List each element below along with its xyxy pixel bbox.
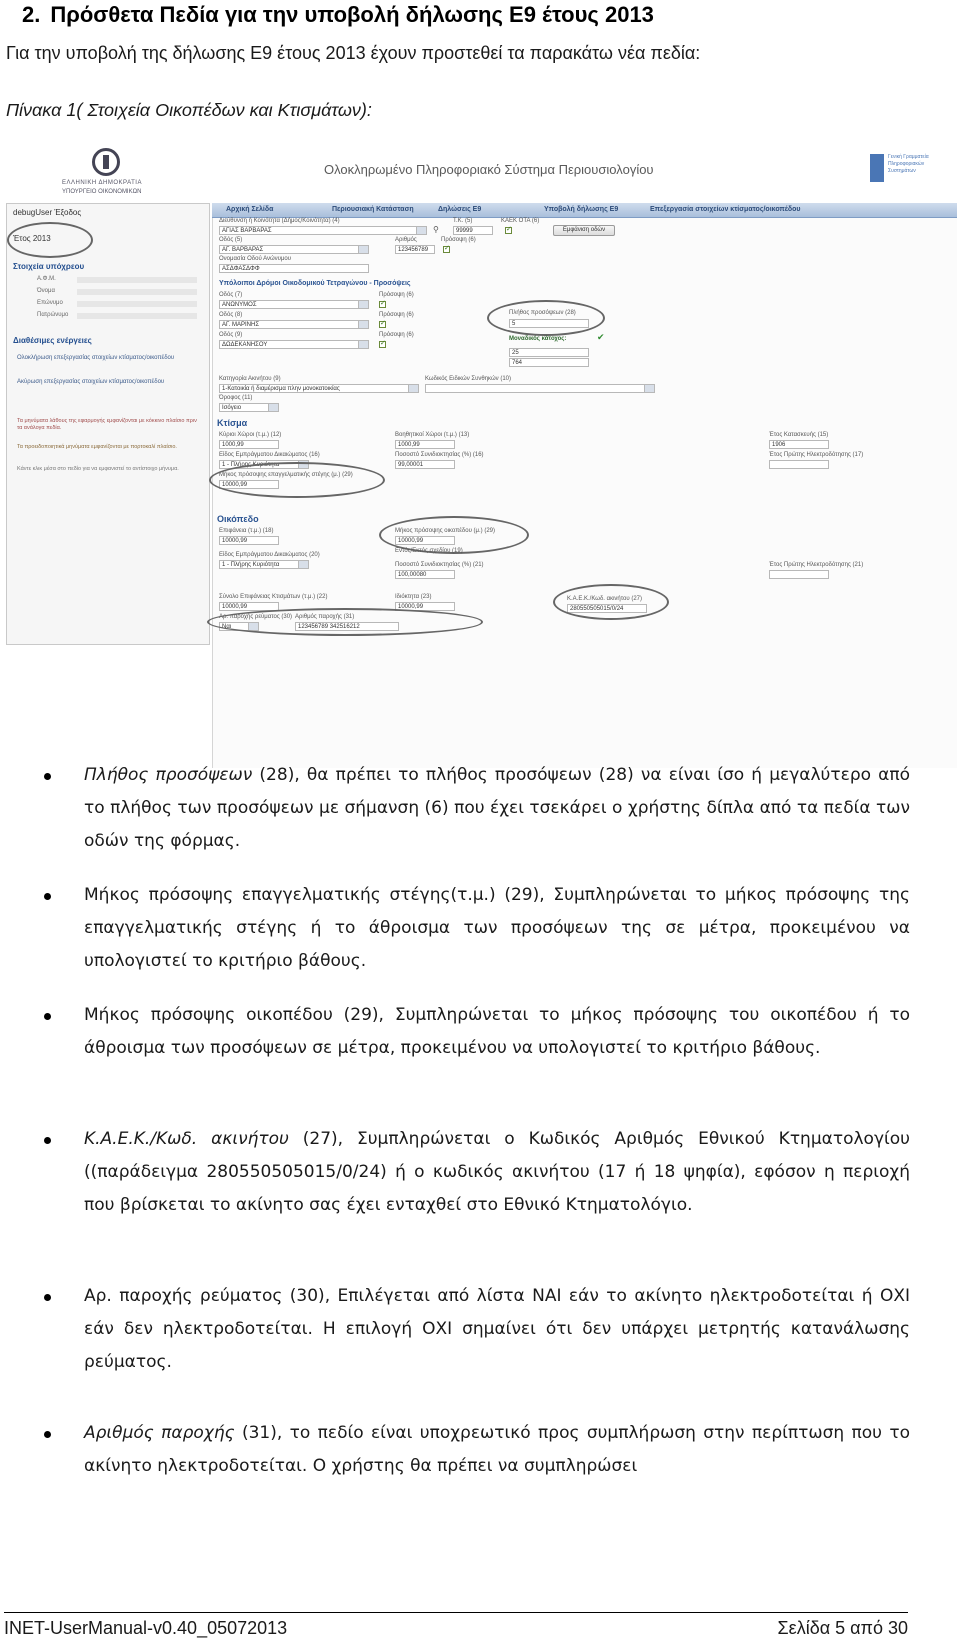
highlight-oval-frontage-count	[487, 300, 605, 336]
section-heading	[22, 2, 654, 28]
greek-seal-icon	[92, 148, 120, 176]
main-area-label: Κύριοι Χώροι (τ.μ.) (12)	[219, 432, 282, 438]
category-select[interactable]: 1-Κατοικία ή διαμέρισμα πλην μονοκατοικίας	[219, 384, 419, 393]
prof-front-input[interactable]: 10000,99	[219, 480, 279, 489]
municipality-label: Διεύθυνση ή Κοινότητα (Δήμος/Κοινότητα) (4)	[219, 218, 340, 224]
road-2-frontage-label: Πρόσοψη (6)	[379, 312, 414, 318]
list-item-text: (31), το πεδίο είναι υποχρεωτικό προς συμπλήρωση στην περίπτωση που το ακίνητο ηλεκτροδοτείται. Ο χρήστης θα πρέπει να συμπληρώσει	[84, 1423, 910, 1476]
list-item-text: Μήκος πρόσοψης οικοπέδου (29), Συμπληρώνεται το μήκος πρόσοψης του οικοπέδου ή το άθροισμα των προσόψεων σε μέτρα, προκειμένου να υπολογιστεί το κριτήριο βάθους.	[84, 1005, 910, 1058]
tab-submit-e9[interactable]: Υποβολή δήλωσης Ε9	[544, 206, 619, 213]
gsis-text: Γενική Γραμματεία Πληροφοριακών Συστημάτων	[888, 154, 929, 174]
gov-line-2: ΥΠΟΥΡΓΕΙΟ ΟΙΚΟΝΟΜΙΚΩΝ	[62, 189, 142, 195]
submitter-value-bar	[77, 301, 197, 307]
road-1-frontage-label: Πρόσοψη (6)	[379, 292, 414, 298]
plot-area-input[interactable]: 10000,99	[219, 536, 279, 545]
list-item-lead: Πλήθος προσόψεων	[84, 765, 253, 785]
supply-input[interactable]: 123456789 342516212	[295, 622, 399, 631]
road-3-select[interactable]: ΔΩΔΕΚΑΝΗΣΟΥ	[219, 340, 369, 349]
highlight-oval-prof-front	[209, 462, 385, 498]
submitter-name: Όνομα	[37, 288, 55, 294]
total-area-label: Σύνολο Επιφάνειας Κτισμάτων (τ.μ.) (22)	[219, 594, 328, 600]
owned-label: Ιδιόκτητα (23)	[395, 594, 432, 600]
list-item-text: Μήκος πρόσοψης επαγγελματικής στέγης(τ.μ.) (29), Συμπληρώνεται το μήκος πρόσοψης της επαγγελματικής στέγης ή το άθροισμα των προσόψεων της σε μέτρα, προκειμένου να υπολογιστεί το κριτήριο βάθους.	[84, 885, 910, 971]
municipality-select[interactable]: ΑΓΙΑΣ ΒΑΡΒΑΡΑΣ	[219, 226, 427, 235]
street-select[interactable]: ΑΓ. ΒΑΡΒΑΡΑΣ	[219, 245, 369, 254]
road-1-select[interactable]: ΑΝΩΝΥΜΟΣ	[219, 300, 369, 309]
section-title: Πρόσθετα Πεδία για την υποβολή δήλωσης Ε9 έτους 2013	[50, 2, 654, 27]
plot-elec-year-label: Έτος Πρώτης Ηλεκτροδότησης (21)	[769, 562, 864, 568]
list-item-text: Αρ. παροχής ρεύματος (30), Επιλέγεται από λίστα ΝΑΙ εάν το ακίνητο ηλεκτροδοτείται ή ΟΧΙ εάν δεν ηλεκτροδοτείται. Η επιλογή ΟΧΙ σημαίνει ότι δεν υπάρχει μετρητής κατανάλωσης ρεύματος.	[84, 1286, 910, 1372]
floor-select[interactable]: Ισόγειο	[219, 403, 279, 412]
list-item	[84, 879, 910, 978]
right-label: Είδος Εμπράγματου Δικαιώματος (16)	[219, 452, 320, 458]
special-code-select[interactable]	[425, 384, 655, 393]
unnamed-street-label: Ονομασία Οδού Ανώνυμου	[219, 256, 291, 262]
road-3-frontage-checkbox[interactable]	[379, 341, 386, 348]
intro-text: Για την υποβολή της δήλωσης Ε9 έτους 2013 έχουν προστεθεί τα παρακάτω νέα πεδία:	[6, 43, 701, 63]
prof-front-label: Μήκος πρόσοψης επαγγελματικής στέγης (μ.) (29)	[219, 472, 353, 478]
frontage-count-label: Πλήθος προσόψεων (28)	[509, 310, 576, 316]
application-screenshot	[2, 140, 957, 768]
footer-page-number: Σελίδα 5 από 30	[777, 1618, 908, 1638]
road-1-frontage-checkbox[interactable]	[379, 301, 386, 308]
roads-heading: Υπόλοιποι Δρόμοι Οικοδομικού Τετραγώνου - Προσόψεις	[219, 280, 411, 287]
list-item-lead: Αριθμός παροχής	[84, 1423, 235, 1443]
right-select[interactable]: 1 - Πλήρης Κυριότητα	[219, 460, 309, 469]
share-label: Ποσοστό Συνιδιοκτησίας (%) (16)	[395, 452, 484, 458]
section-number: 2.	[22, 2, 41, 27]
footer-divider	[4, 1612, 908, 1613]
frontage-count-input[interactable]: 5	[509, 319, 589, 328]
action-complete-link[interactable]: Ολοκλήρωση επεξεργασίας στοιχείων κτίσματος/οικοπέδου	[17, 355, 175, 361]
road-3-label: Οδός (9)	[219, 332, 243, 338]
kaek-checkbox[interactable]	[505, 227, 512, 234]
user-logout-link[interactable]: debugUser Έξοδος	[13, 208, 82, 217]
bullet-icon	[44, 1294, 51, 1301]
unique-owner-label: Μοναδικός κάτοχος:	[509, 336, 567, 342]
list-item	[84, 1417, 910, 1483]
construction-year-input[interactable]: 1906	[769, 440, 829, 449]
highlight-oval-kaek	[553, 584, 669, 620]
road-2-select[interactable]: ΑΓ. ΜΑΡΙΝΗΣ	[219, 320, 369, 329]
power-label: Αρ. παροχής ρεύματος (30)	[219, 614, 293, 620]
owned-input[interactable]: 10000,99	[395, 602, 455, 611]
bullet-icon	[44, 893, 51, 900]
frontage-label: Πρόσοψη (6)	[441, 237, 476, 243]
table-title: Πίνακα 1( Στοιχεία Οικοπέδων και Κτισμάτων):	[6, 100, 372, 120]
tk-label: Τ.Κ. (5)	[453, 218, 473, 224]
kaek-label: Κ.Α.Ε.Κ./Κωδ. ακινήτου (27)	[567, 596, 643, 602]
main-area-input[interactable]: 1000,99	[219, 440, 279, 449]
plot-front-input[interactable]: 10000,99	[395, 536, 455, 545]
footer-document-id: INET-UserManual-v0.40_05072013	[4, 1618, 288, 1638]
plot-share-input[interactable]: 100,00080	[395, 570, 455, 579]
number-label: Αριθμός	[395, 237, 417, 243]
road-2-label: Οδός (8)	[219, 312, 243, 318]
frontage-checkbox[interactable]	[443, 246, 450, 253]
tab-edit-property[interactable]: Επεξεργασία στοιχείων κτίσματος/οικοπέδου	[650, 206, 801, 213]
tab-home[interactable]: Αρχική Σελίδα	[226, 206, 274, 213]
plot-fenced-label: Εντός/Εκτός σχεδίου (19)	[395, 548, 463, 554]
elec-year-label: Έτος Πρώτης Ηλεκτροδότησης (17)	[769, 452, 864, 458]
app-left-panel	[6, 203, 210, 645]
share-input[interactable]: 99,00001	[395, 460, 455, 469]
plot-heading: Οικόπεδο	[217, 514, 259, 524]
submitter-value-bar	[77, 289, 197, 295]
tab-e9-declarations[interactable]: Δηλώσεις Ε9	[438, 206, 482, 213]
submitter-afm: Α.Φ.Μ.	[37, 276, 56, 282]
list-item	[84, 1123, 910, 1222]
plot-elec-year-input[interactable]	[769, 570, 829, 579]
street-label: Οδός (5)	[219, 237, 243, 243]
check-icon: ✔	[597, 332, 605, 342]
submitter-father: Πατρώνυμο	[37, 312, 69, 318]
actions-heading: Διαθέσιμες ενέργειες	[13, 336, 92, 345]
road-3-frontage-label: Πρόσοψη (6)	[379, 332, 414, 338]
kaek-input[interactable]: 280550505015/0/24	[567, 604, 647, 613]
list-item-text: (27), Συμπληρώνεται ο Κωδικός Αριθμός Εθνικού Κτηματολογίου ((παράδειγμα 280550505015/0/24) ή ο κωδικός ακινήτου (17 ή 18 ψηφία), εφόσον η περιοχή που βρίσκεται το ακίνητο σας έχει ενταχθεί στο Εθνικό Κτηματολόγιο.	[84, 1129, 910, 1215]
list-item-text: (28), θα πρέπει το πλήθος προσόψεων (28) να είναι ίσο ή μεγαλύτερο από το πλήθος των προσόψεων με σήμανση (6) που έχει τσεκάρει ο χρήστης δίπλα από τα πεδία των οδών της φόρμας.	[84, 765, 910, 851]
elec-year-input[interactable]	[769, 460, 829, 469]
note-click: Κάντε κλικ μέσα στο πεδίο για να εμφανιστεί το αντίστοιχο μήνυμα.	[17, 466, 179, 472]
search-icon[interactable]: ⚲	[433, 225, 439, 234]
kaek-ota-label: ΚΑΕΚ ΟΤΑ (6)	[501, 218, 540, 224]
bullet-icon	[44, 1431, 51, 1438]
submitter-value-bar	[77, 313, 197, 319]
plot-area-label: Επιφάνεια (τ.μ.) (18)	[219, 528, 274, 534]
note-warnings: Τα προειδοποιητικά μηνύματα εμφανίζονται με πορτοκαλί πλαίσιο.	[17, 444, 177, 450]
year-label: Έτος 2013	[13, 234, 51, 243]
aux-area-input[interactable]: 1000,99	[395, 440, 455, 449]
app-banner	[2, 140, 957, 202]
road-2-frontage-checkbox[interactable]	[379, 321, 386, 328]
plot-front-label: Μήκος πρόσοψης οικοπέδου (μ.) (29)	[395, 528, 496, 534]
special-code-label: Κωδικός Ειδικών Συνθηκών (10)	[425, 376, 512, 382]
number-input[interactable]: 123456789	[395, 245, 435, 254]
tab-assets[interactable]: Περιουσιακή Κατάσταση	[332, 206, 414, 213]
show-streets-button[interactable]: Εμφάνιση οδών	[553, 225, 615, 236]
list-item	[84, 1280, 910, 1379]
category-label: Κατηγορία Ακινήτου (9)	[219, 376, 281, 382]
action-cancel-link[interactable]: Ακύρωση επεξεργασίας στοιχείων κτίσματος/οικοπέδου	[17, 379, 165, 385]
list-item-lead: Κ.Α.Ε.Κ./Κωδ. ακινήτου	[84, 1129, 289, 1149]
system-title: Ολοκληρωμένο Πληροφοριακό Σύστημα Περιουσιολογίου	[324, 162, 654, 177]
supply-label: Αριθμός παροχής (31)	[295, 614, 355, 620]
aux-area-label: Βοηθητικοί Χώροι (τ.μ.) (13)	[395, 432, 470, 438]
bullet-icon	[44, 773, 51, 780]
power-select[interactable]: Ναι	[219, 622, 259, 631]
app-navbar	[212, 203, 957, 218]
bullet-icon	[44, 1137, 51, 1144]
note-errors: Τα μηνύματα λάθους της εφαρμογής εμφανίζονται με κόκκινο πλαίσιο πριν τα ανάλογα πεδία.	[17, 418, 197, 431]
bullet-icon	[44, 1013, 51, 1020]
total-area-input[interactable]: 10000,99	[219, 602, 279, 611]
number-row-3[interactable]: 764	[509, 358, 589, 367]
building-heading: Κτίσμα	[217, 418, 248, 428]
list-item	[84, 999, 910, 1065]
highlight-oval-year	[7, 222, 93, 258]
floor-label: Όροφος (11)	[219, 395, 253, 401]
list-item	[84, 759, 910, 858]
submitter-heading: Στοιχεία υπόχρεου	[13, 262, 85, 271]
property-form	[212, 218, 957, 768]
tk-input[interactable]: 99999	[453, 226, 493, 235]
unnamed-street-input[interactable]: ΑΣΔΦΑΣΔΦΦ	[219, 264, 369, 273]
number-row-2[interactable]: 25	[509, 348, 589, 357]
gov-line-1: ΕΛΛΗΝΙΚΗ ΔΗΜΟΚΡΑΤΙΑ	[62, 180, 142, 186]
plot-right-label: Είδος Εμπράγματου Δικαιώματος (20)	[219, 552, 320, 558]
highlight-oval-power-supply	[207, 608, 483, 636]
plot-share-label: Ποσοστό Συνιδιοκτησίας (%) (21)	[395, 562, 484, 568]
road-1-label: Οδός (7)	[219, 292, 243, 298]
submitter-value-bar	[77, 277, 197, 283]
plot-right-select[interactable]: 1 - Πλήρης Κυριότητα	[219, 560, 309, 569]
submitter-surname: Επώνυμο	[37, 300, 63, 306]
construction-year-label: Έτος Κατασκευής (15)	[769, 432, 829, 438]
gsis-logo-icon	[870, 154, 884, 182]
